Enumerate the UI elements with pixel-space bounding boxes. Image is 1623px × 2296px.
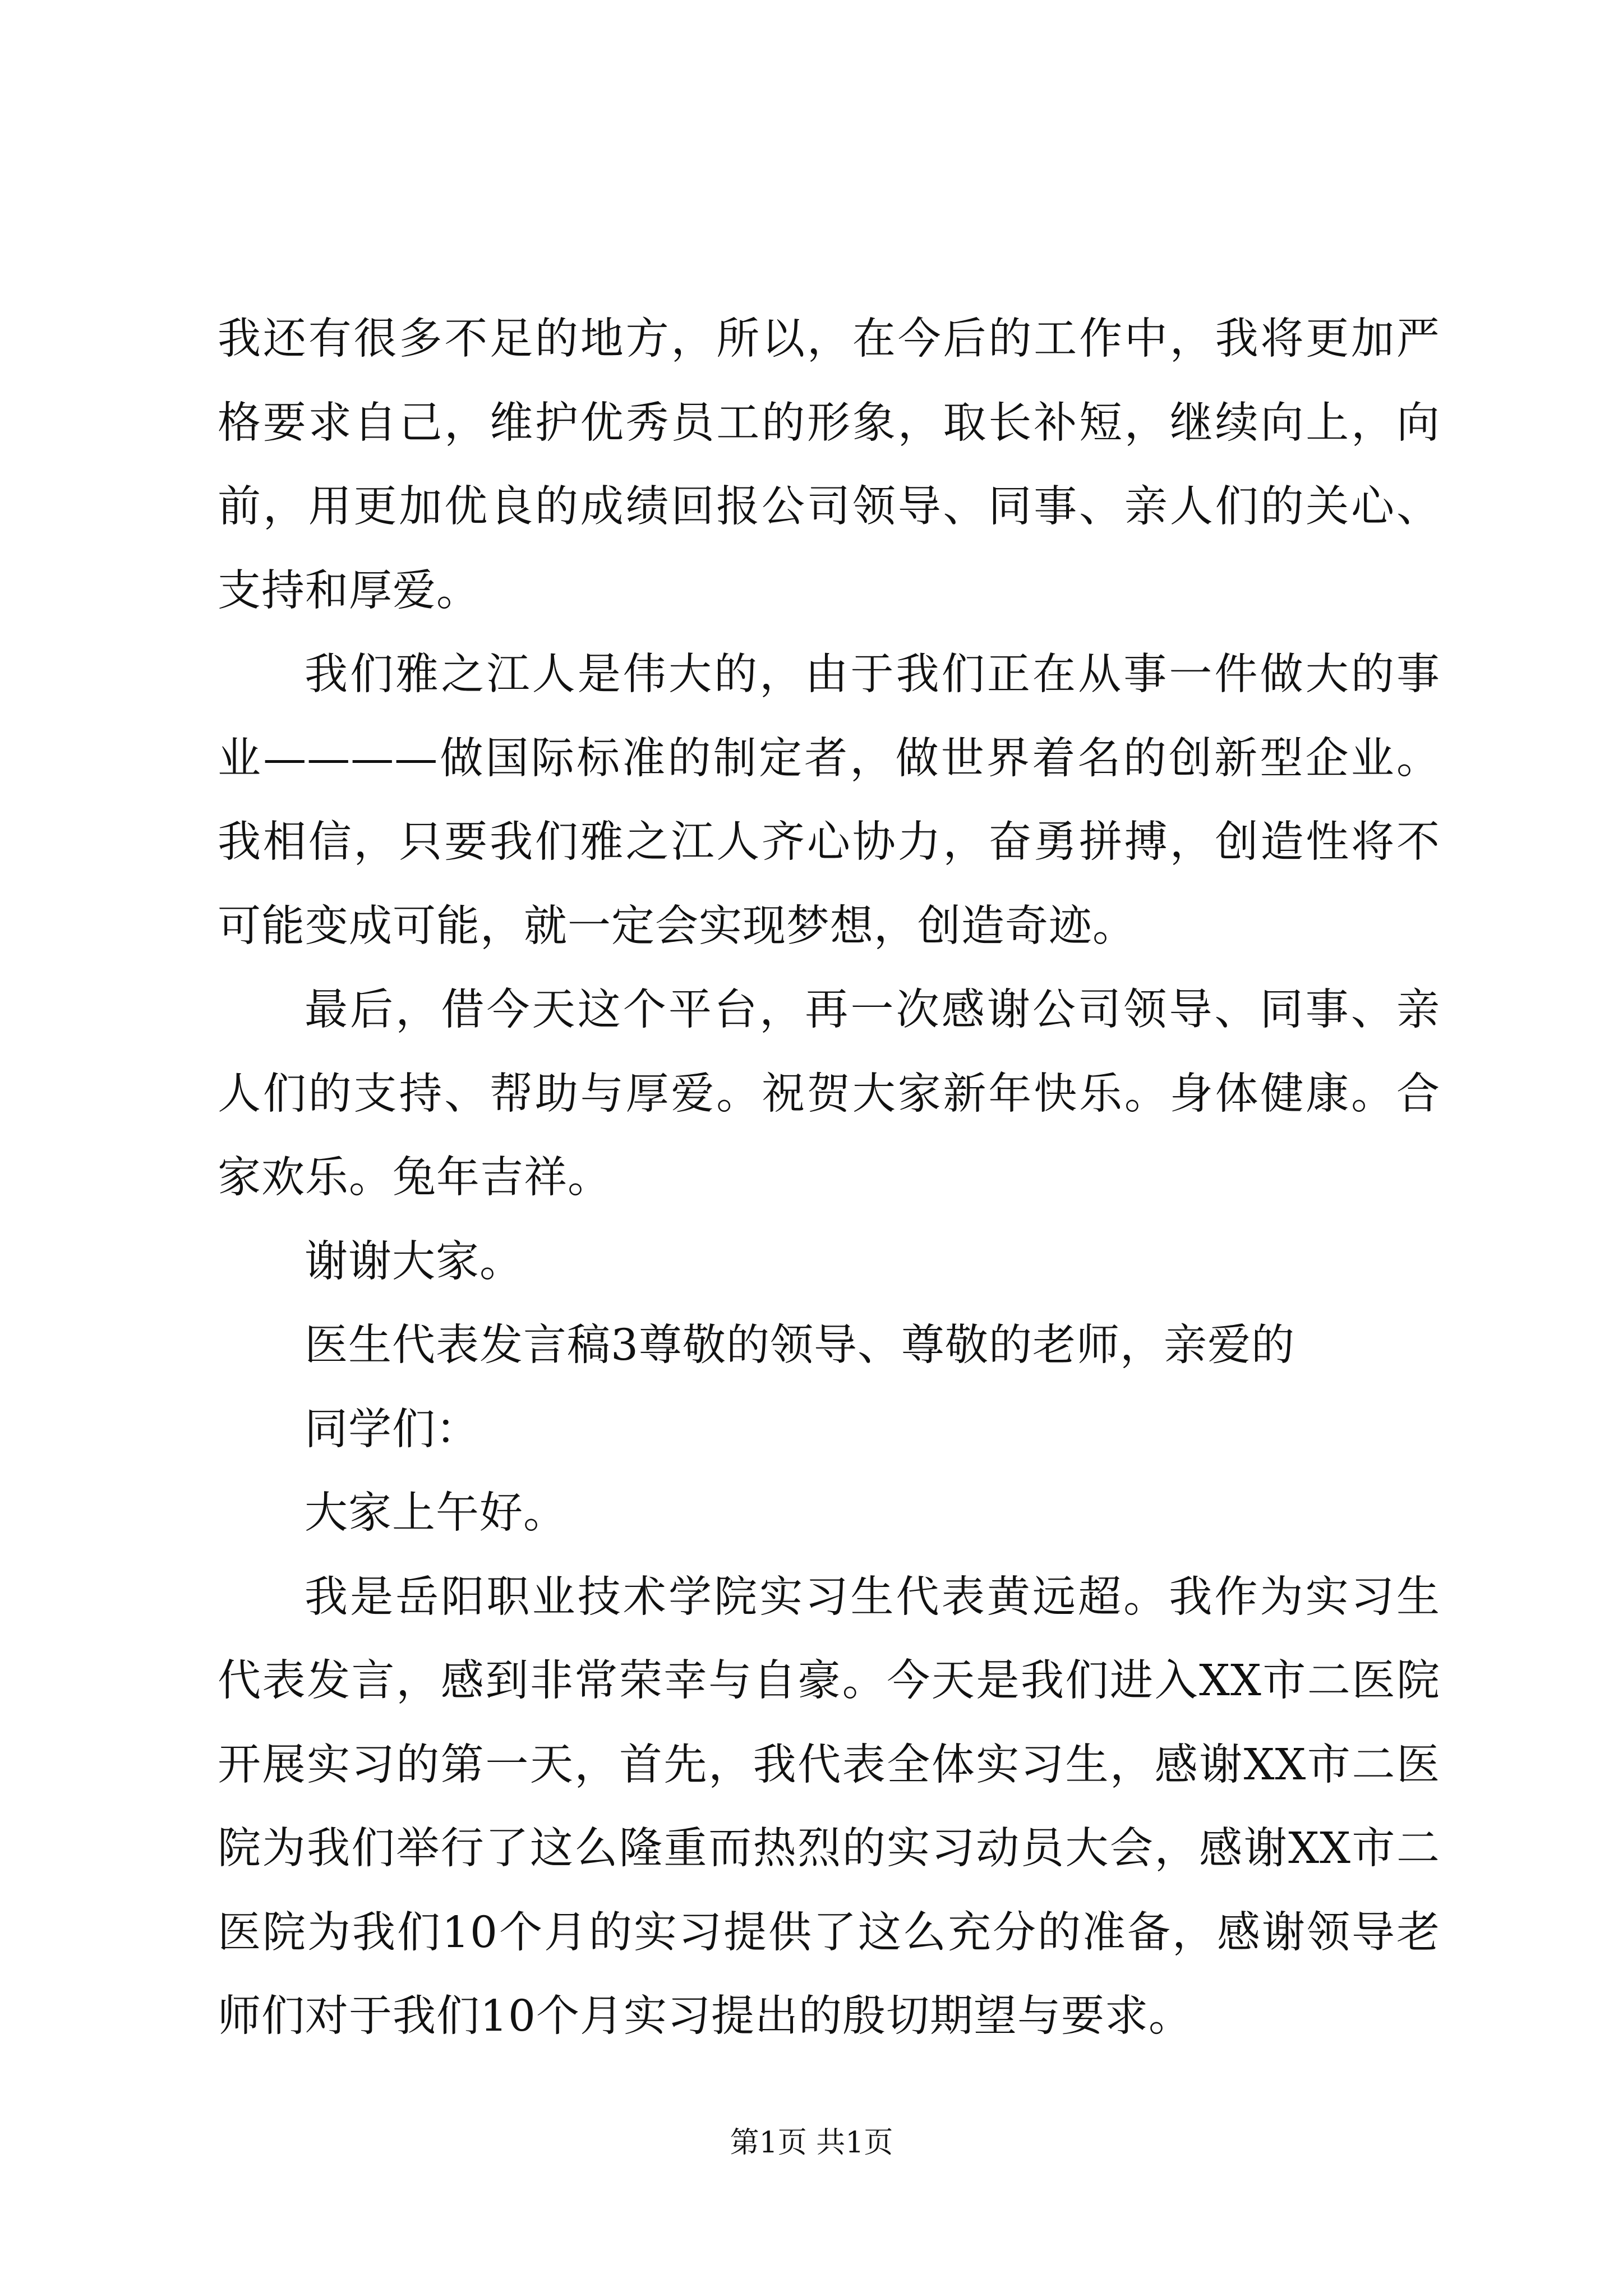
paragraph-thanks-wishes: 最后，借今天这个平台，再一次感谢公司领导、同事、亲人们的支持、帮助与厚爱。祝贺大家新年快乐。身体健康。合家欢乐。兔年吉祥。 — [218, 985, 1440, 1203]
document-body — [218, 297, 1440, 2059]
paragraph-speech-heading: 医生代表发言稿3尊敬的领导、尊敬的老师，亲爱的 — [305, 1320, 1295, 1370]
paragraph-closing-remarks: 我还有很多不足的地方，所以，在今后的工作中，我将更加严格要求自己，维护优秀员工的形象，取长补短，继续向上，向前，用更加优良的成绩回报公司领导、同事、亲人们的关心、支持和厚爱。 — [218, 314, 1440, 616]
paragraph-intern-speech: 我是岳阳职业技术学院实习生代表黄远超。我作为实习生代表发言，感到非常荣幸与自豪。今天是我们进入XX市二医院开展实习的第一天，首先，我代表全体实习生，感谢XX市二医院为我们举行了这么隆重而热烈的实习动员大会，感谢XX市二医院为我们10个月的实习提供了这么充分的准备，感谢领导老师们对于我们10个月实习提出的殷切期望与要求。 — [218, 1572, 1440, 2041]
paragraph-thank-you: 谢谢大家。 — [305, 1236, 523, 1287]
paragraph-greeting: 大家上午好。 — [305, 1488, 567, 1538]
paragraph-salutation: 同学们： — [305, 1404, 479, 1455]
page-footer: 第1页 共1页 — [730, 2126, 893, 2160]
paragraph-company-vision: 我们雅之江人是伟大的，由于我们正在从事一件做大的事业————做国际标准的制定者，做世界着名的创新型企业。我相信，只要我们雅之江人齐心协力，奋勇拼搏，创造性将不可能变成可能，就一定会实现梦想，创造奇迹。 — [218, 650, 1440, 951]
